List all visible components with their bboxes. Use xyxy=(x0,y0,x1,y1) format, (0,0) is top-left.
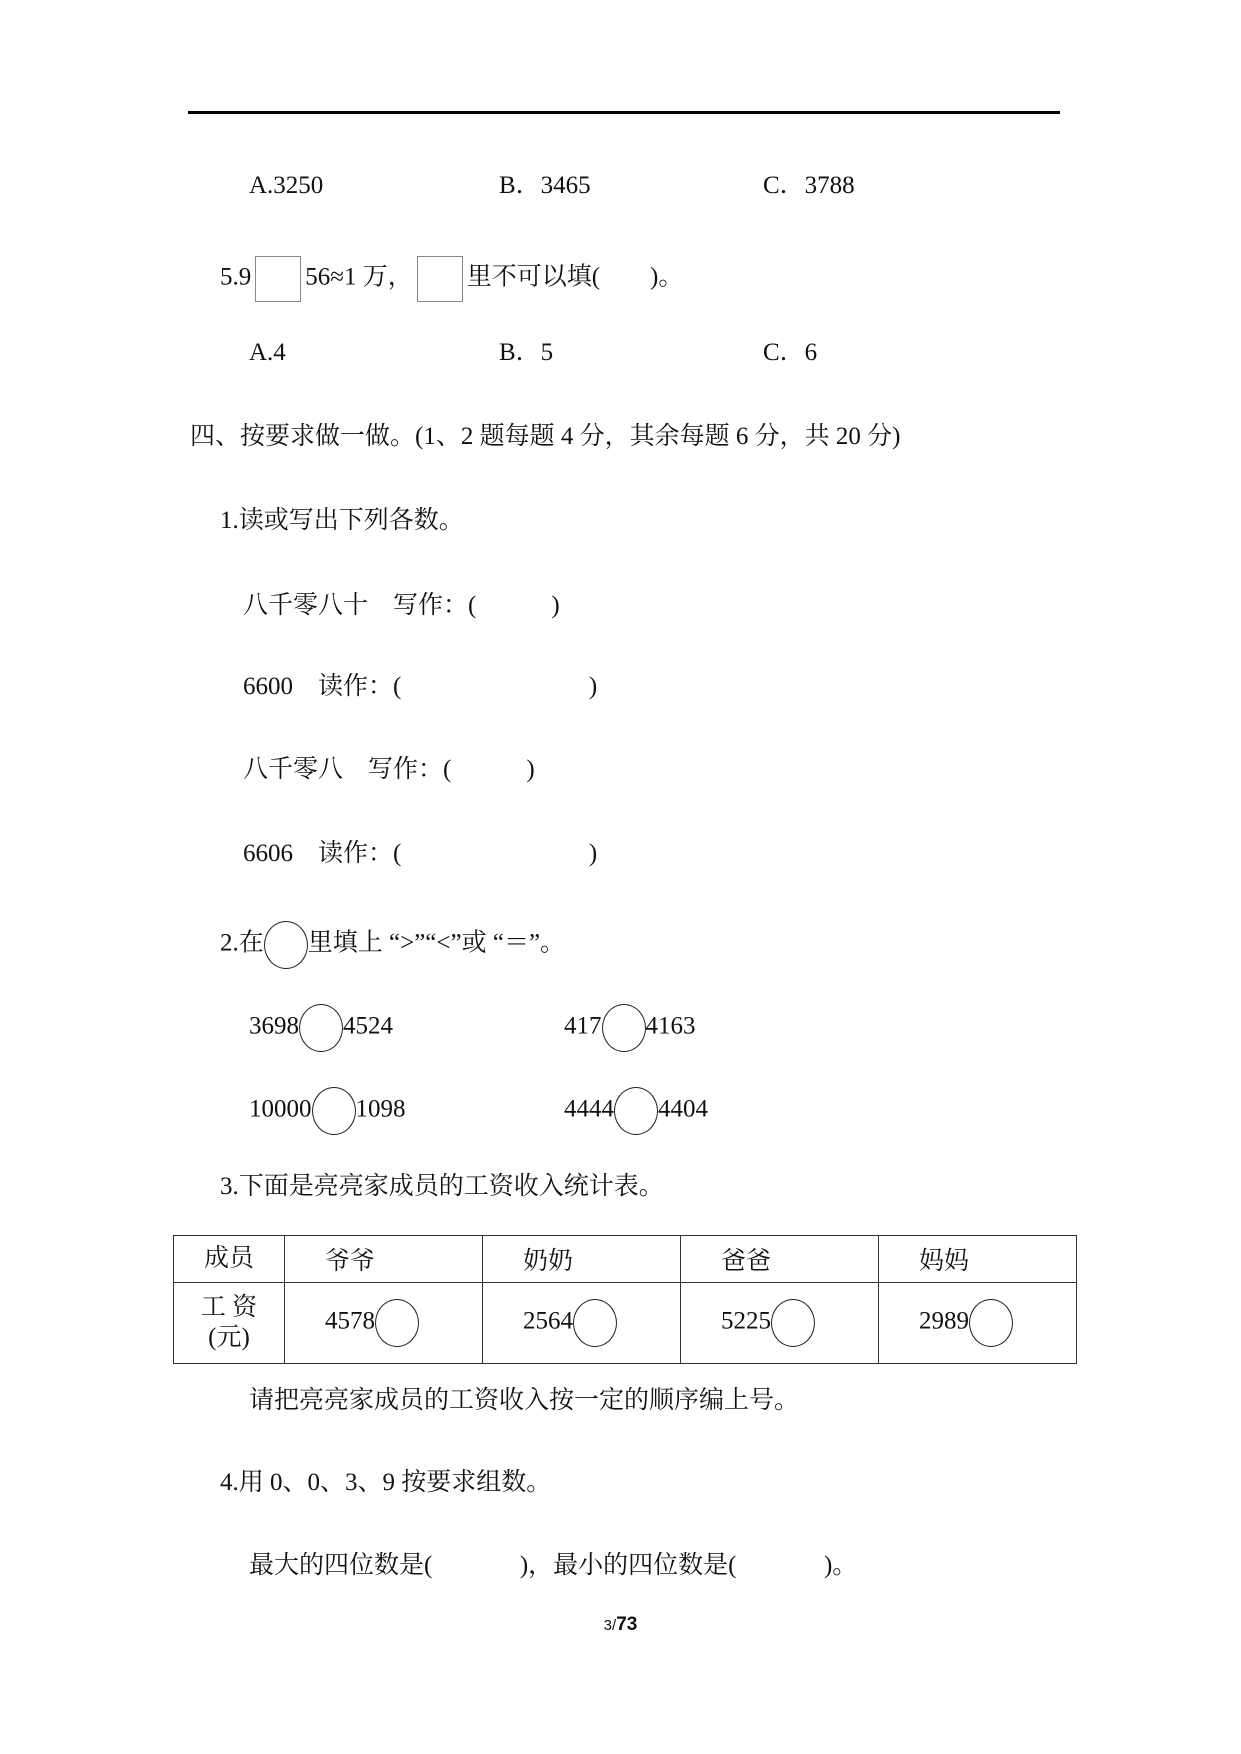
salary-table xyxy=(173,1235,1077,1364)
circle-blank[interactable] xyxy=(312,1087,356,1135)
value-cell: 4578 xyxy=(285,1283,483,1364)
header-rule xyxy=(188,111,1060,114)
p1-line: 八千零八十 写作：( ) xyxy=(243,592,560,619)
q5-middle: 56≈1 万， xyxy=(305,263,413,291)
table-row xyxy=(174,1283,1077,1364)
p4-line: 最大的四位数是( )，最小的四位数是( )。 xyxy=(249,1552,858,1579)
option-c: C．6 xyxy=(763,339,818,366)
option-a: A.3250 xyxy=(249,172,324,199)
compare-item: 4444 4404 xyxy=(564,1087,708,1135)
header-cell: 妈妈 xyxy=(879,1236,1077,1283)
question-5 xyxy=(220,256,683,302)
problem-4-title: 4.用 0、0、3、9 按要求组数。 xyxy=(220,1469,552,1496)
problem-1-title: 1.读或写出下列各数。 xyxy=(220,507,464,534)
value-cell: 2564 xyxy=(483,1283,681,1364)
value-cell: 5225 xyxy=(681,1283,879,1364)
value-cell: 2989 xyxy=(879,1283,1077,1364)
circle-blank[interactable] xyxy=(771,1299,815,1347)
blank-box[interactable] xyxy=(255,256,301,302)
problem-2-title xyxy=(220,921,565,969)
circle-blank[interactable] xyxy=(573,1299,617,1347)
p2-post: 里填上 “>”“<”或 “＝”。 xyxy=(307,929,566,957)
header-cell: 爷爷 xyxy=(285,1236,483,1283)
page-number: 3/73 xyxy=(603,1614,638,1635)
compare-item: 417 4163 xyxy=(564,1004,696,1052)
p1-line: 6606 读作：( ) xyxy=(243,840,598,867)
compare-item: 10000 1098 xyxy=(249,1087,406,1135)
section-title: 四、按要求做一做。(1、2 题每题 4 分，其余每题 6 分，共 20 分) xyxy=(190,423,901,450)
header-cell: 成员 xyxy=(174,1236,285,1283)
problem-3-title: 3.下面是亮亮家成员的工资收入统计表。 xyxy=(220,1173,664,1200)
option-c: C．3788 xyxy=(763,172,855,199)
row-label: 工 资 (元) xyxy=(174,1283,285,1364)
circle-blank[interactable] xyxy=(969,1299,1013,1347)
circle-blank[interactable] xyxy=(614,1087,658,1135)
p3-instruction: 请把亮亮家成员的工资收入按一定的顺序编上号。 xyxy=(249,1387,800,1414)
option-a: A.4 xyxy=(249,339,286,366)
p1-line: 八千零八 写作：( ) xyxy=(243,756,535,783)
q5-prefix: 5.9 xyxy=(220,263,252,291)
p1-line: 6600 读作：( ) xyxy=(243,673,598,700)
q5-suffix: 里不可以填( )。 xyxy=(466,263,684,291)
circle-blank xyxy=(264,921,308,969)
circle-blank[interactable] xyxy=(602,1004,646,1052)
header-cell: 奶奶 xyxy=(483,1236,681,1283)
circle-blank[interactable] xyxy=(299,1004,343,1052)
p2-pre: 2.在 xyxy=(220,929,264,957)
circle-blank[interactable] xyxy=(375,1299,419,1347)
header-cell: 爸爸 xyxy=(681,1236,879,1283)
option-b: B．3465 xyxy=(499,172,591,199)
table-header-row xyxy=(174,1236,1077,1283)
option-b: B．5 xyxy=(499,339,554,366)
blank-box[interactable] xyxy=(417,256,463,302)
compare-item: 3698 4524 xyxy=(249,1004,393,1052)
